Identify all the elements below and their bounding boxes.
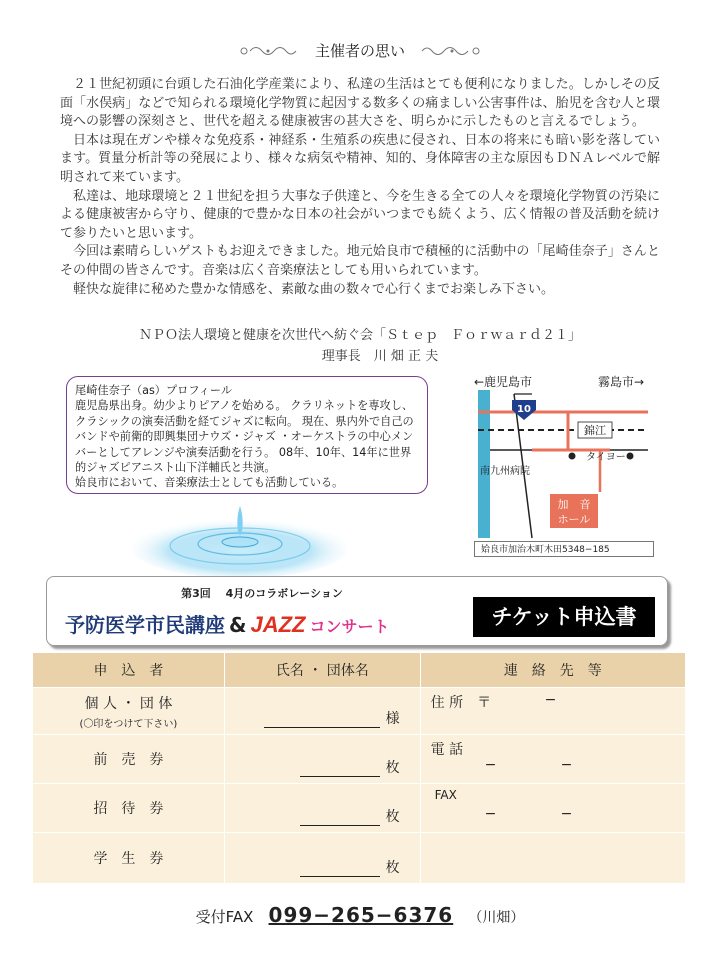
advance-ticket-count-field[interactable] <box>224 735 420 784</box>
message-paragraph: 日本は現在ガンや様々な免疫系・神経系・生殖系の疾患に侵され、日本の将来にも暗い影を落しています。質量分析計等の発展により、様々な病気や精神、知的、身体障害の主な原因もＤＮＡレベルで解明されて来ています。 <box>60 132 660 185</box>
header-name: 氏名 ・ 団体名 <box>224 653 420 688</box>
individual-label-cell <box>33 688 225 735</box>
application-form <box>32 652 686 884</box>
message-paragraph: 私達は、地球環境と２１世紀を担う大事な子供達と、今を生きる全ての人々を環境化学物質の汚染による健康被害から守り、健康的で豊かな日本の社会がいつまでも続くよう、広く情報の普及活動を続けて参りたいと思います。 <box>60 188 660 241</box>
message-paragraph: ２１世紀初頭に台頭した石油化学産業により、私達の生活はとても便利になりました。しかしその反面「水俣病」などで知られる環境化学物質に起因する数多くの痛ましい公害事件は、胎児を含む人と環境への影響の深刻さと、世代を超える健康被害の甚大さを、明らかに示したものと言えるでしょう。 <box>60 77 660 130</box>
address-field[interactable] <box>420 688 685 735</box>
fax-contact-name: （川畑） <box>468 910 525 926</box>
invitation-ticket-count-field[interactable] <box>224 784 420 833</box>
message-paragraph: 今回は素晴らしいゲストもお迎えできました。地元姶良市で積極的に活動中の「尾崎佳奈子」さんとその仲間の皆さんです。音楽は広く音楽療法としても用いられています。 <box>60 244 660 278</box>
map-left-arrow: ←鹿児島市 <box>474 375 533 389</box>
signature-person: 理事長 川 畑 正 夫 <box>321 349 439 364</box>
organizer-message <box>60 76 660 299</box>
ornament-right-icon <box>420 43 482 59</box>
heading-title: 主催者の思い <box>314 42 405 60</box>
ornament-left-icon <box>238 43 300 59</box>
access-map <box>470 372 660 540</box>
header-contact: 連 絡 先 等 <box>420 653 685 688</box>
individual-note: (〇印をつけて下さい) <box>79 718 178 730</box>
svg-text:10: 10 <box>517 404 531 415</box>
map-hospital-label: 南九州病院 <box>480 466 530 477</box>
banner-concert: コンサート <box>309 617 390 636</box>
profile-box <box>66 376 428 494</box>
header-applicant: 申 込 者 <box>33 653 225 688</box>
form-row-invitation <box>33 784 686 833</box>
signature-organization: ＮＰＯ法人環境と健康を次世代へ紡ぐ会「Ｓｔｅｐ Ｆｏｒｗａｒｄ２１」 <box>138 328 581 343</box>
form-row-advance <box>33 735 686 784</box>
unit-label: 枚 <box>385 760 400 776</box>
event-banner <box>46 576 668 646</box>
message-paragraph: 軽快な旋律に秘めた豊かな情感を、素敵な曲の数々で心行くまでお楽しみ下さい。 <box>73 281 555 297</box>
phone-dash-1: − <box>484 757 497 773</box>
phone-field[interactable] <box>420 735 685 784</box>
svg-text:ホール: ホール <box>557 513 591 526</box>
phone-label: 電 話 <box>430 742 464 758</box>
banner-jazz: JAZZ <box>250 612 306 637</box>
fax-dash-1: − <box>484 806 497 822</box>
banner-edition: 第3回 4月のコラボレーション <box>181 587 343 600</box>
fax-label: FAX <box>434 788 457 802</box>
svg-text:加 音: 加 音 <box>557 498 591 511</box>
map-shop-marker <box>569 453 576 460</box>
student-ticket-count-field[interactable] <box>224 833 420 884</box>
advance-ticket-label: 前 売 券 <box>33 735 225 784</box>
address-label: 住 所 〒 <box>430 695 492 711</box>
fax-number: 099−265−6376 <box>268 903 454 927</box>
form-row-student <box>33 833 686 884</box>
form-row-individual <box>33 688 686 735</box>
profile-body: 鹿児島県出身。幼少よりピアノを始める。 クラリネットを専攻し、クラシックの演奏活動を経てジャズに転向。 現在、県内外で自己のバンドや前衛的即興集団ナウズ・ジャズ ・オーケストラの中心メンバーとしてアレンジや演奏活動を行う。 08年、10年、14年に世界的ジャズピアニスト山下洋輔氏と共演。 <box>75 399 414 475</box>
form-header-row <box>33 653 686 688</box>
banner-title <box>65 609 389 638</box>
profile-title: 尾崎佳奈子（as）プロフィール <box>75 384 233 397</box>
unit-label: 枚 <box>385 809 400 825</box>
map-station-label: 錦江 <box>584 424 606 437</box>
unit-label: 枚 <box>385 860 400 876</box>
water-drop-icon <box>130 500 350 580</box>
footer-fax <box>0 903 720 927</box>
address-dash: − <box>544 692 557 708</box>
map-address: 姶良市加治木町木田5348−185 <box>474 541 654 557</box>
fax-dash-2: − <box>560 806 573 822</box>
individual-label: 個 人 ・ 団 体 <box>84 695 173 712</box>
fax-field[interactable] <box>420 784 685 833</box>
banner-amp: & <box>229 613 247 637</box>
map-right-arrow: 霧島市→ <box>598 375 645 389</box>
contact-empty-cell <box>420 833 685 884</box>
banner-ticket-label: チケット申込書 <box>473 597 655 637</box>
profile-closing: 姶良市において、音楽療法士としても活動している。 <box>75 476 344 490</box>
honorific: 様 <box>385 711 400 727</box>
phone-dash-2: − <box>560 757 573 773</box>
fax-reception-label: 受付FAX <box>195 908 254 926</box>
student-ticket-label: 学 生 券 <box>33 833 225 884</box>
section-heading <box>0 40 720 64</box>
invitation-ticket-label: 招 待 券 <box>33 784 225 833</box>
map-shop-label: タイヨー <box>586 452 626 463</box>
banner-lecture: 予防医学市民講座 <box>65 613 225 637</box>
name-field[interactable] <box>224 688 420 735</box>
